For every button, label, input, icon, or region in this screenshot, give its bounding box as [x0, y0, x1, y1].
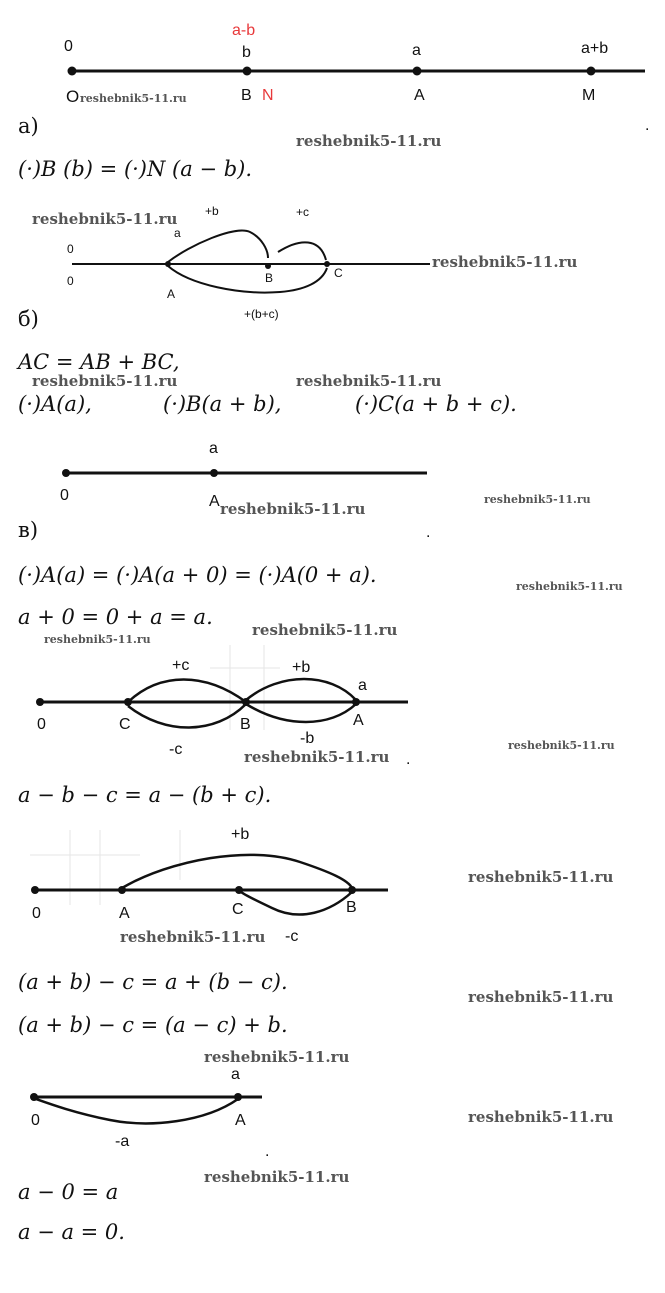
arc-label-plus-b: +b: [292, 659, 311, 676]
label-point-n: N: [262, 87, 274, 104]
arc-label-minus-c: -c: [169, 741, 183, 758]
equation-4: a − b − c = a − (b + c).: [18, 783, 272, 807]
watermark: reshebnik5-11.ru: [516, 580, 623, 593]
equation-a: (·)B (b) = (·)N (a − b).: [18, 157, 253, 181]
arc-label-plus-b-plus-c: +(b+c): [244, 307, 279, 321]
watermark: reshebnik5-11.ru: [484, 493, 591, 506]
label-point-a: A: [119, 905, 130, 922]
watermark: reshebnik5-11.ru: [468, 1108, 614, 1126]
arc-label-minus-c: -c: [285, 928, 299, 945]
trailing-dot: .: [645, 117, 650, 134]
equation-b-2-a: (·)A(a),: [18, 392, 92, 416]
watermark: reshebnik5-11.ru: [296, 132, 442, 150]
label-a: a: [358, 677, 367, 694]
label-point-a: A: [167, 287, 176, 301]
arc-label-plus-b: +b: [205, 204, 219, 218]
watermark: reshebnik5-11.ru: [80, 92, 187, 105]
label-zero: 0: [64, 38, 73, 55]
label-zero: 0: [37, 716, 46, 733]
watermark: reshebnik5-11.ru: [32, 210, 178, 228]
arc-label-a: a: [174, 226, 181, 240]
label-point-b: B: [240, 716, 251, 733]
label-a: a: [412, 42, 421, 59]
label-zero: 0: [60, 487, 69, 504]
label-point-b: B: [265, 271, 274, 285]
label-point-b: B: [346, 899, 357, 916]
label-b: b: [242, 44, 251, 61]
equation-b-2-b: (·)B(a + b),: [163, 392, 282, 416]
watermark: reshebnik5-11.ru: [44, 633, 151, 646]
watermark: reshebnik5-11.ru: [468, 868, 614, 886]
watermark: reshebnik5-11.ru: [120, 928, 266, 946]
label-point-a: A: [414, 87, 425, 104]
watermark: reshebnik5-11.ru: [508, 739, 615, 752]
label-point-a: A: [209, 493, 220, 510]
trailing-dot: .: [426, 524, 431, 541]
watermark: reshebnik5-11.ru: [432, 253, 578, 271]
trailing-dot: .: [265, 1143, 270, 1160]
arc-label-minus-a: -a: [115, 1133, 130, 1150]
watermark: reshebnik5-11.ru: [204, 1048, 350, 1066]
label-zero: 0: [31, 1112, 40, 1129]
label-zero: 0: [32, 905, 41, 922]
trailing-dot: .: [406, 751, 411, 768]
label-point-o: O: [66, 87, 80, 106]
arc-label-plus-c: +c: [296, 205, 310, 219]
watermark: reshebnik5-11.ru: [296, 372, 442, 390]
label-point-a: A: [235, 1112, 246, 1129]
watermark: reshebnik5-11.ru: [220, 500, 366, 518]
equation-5-1: (a + b) − c = a + (b − c).: [18, 970, 288, 994]
label-point-b: B: [241, 87, 252, 104]
watermark: reshebnik5-11.ru: [252, 621, 398, 639]
label-a-plus-b: a+b: [581, 40, 609, 57]
watermark: reshebnik5-11.ru: [204, 1168, 350, 1186]
equation-6-1: a − 0 = a: [18, 1180, 119, 1204]
equation-5-2: (a + b) − c = (a − c) + b.: [18, 1013, 288, 1037]
equation-b-1: AC = AB + BC,: [18, 350, 180, 374]
label-a-minus-b: a-b: [232, 22, 256, 39]
section-v-label: в): [18, 518, 39, 542]
label-point-c: C: [119, 716, 131, 733]
label-zero-bottom: 0: [67, 274, 74, 288]
watermark: reshebnik5-11.ru: [468, 988, 614, 1006]
watermark: reshebnik5-11.ru: [32, 372, 178, 390]
watermark: reshebnik5-11.ru: [244, 748, 390, 766]
section-a-label: а): [18, 114, 39, 138]
equation-v-1: (·)A(a) = (·)A(a + 0) = (·)A(0 + a).: [18, 563, 377, 587]
arc-label-minus-b: -b: [300, 730, 315, 747]
arc-label-plus-c: +c: [172, 657, 190, 674]
equation-6-2: a − a = 0.: [18, 1220, 125, 1244]
label-a: a: [231, 1066, 240, 1083]
arc-label-plus-b: +b: [231, 826, 250, 843]
label-point-c: C: [232, 901, 244, 918]
label-zero-top: 0: [67, 242, 74, 256]
equation-v-2: a + 0 = 0 + a = a.: [18, 605, 213, 629]
equation-b-2-c: (·)C(a + b + c).: [355, 392, 517, 416]
label-point-m: M: [582, 87, 596, 104]
label-point-a: A: [353, 712, 364, 729]
arc-minus-a: [36, 1099, 238, 1123]
section-b-label: б): [18, 307, 39, 331]
label-point-c: C: [334, 266, 343, 280]
label-a: a: [209, 440, 218, 457]
